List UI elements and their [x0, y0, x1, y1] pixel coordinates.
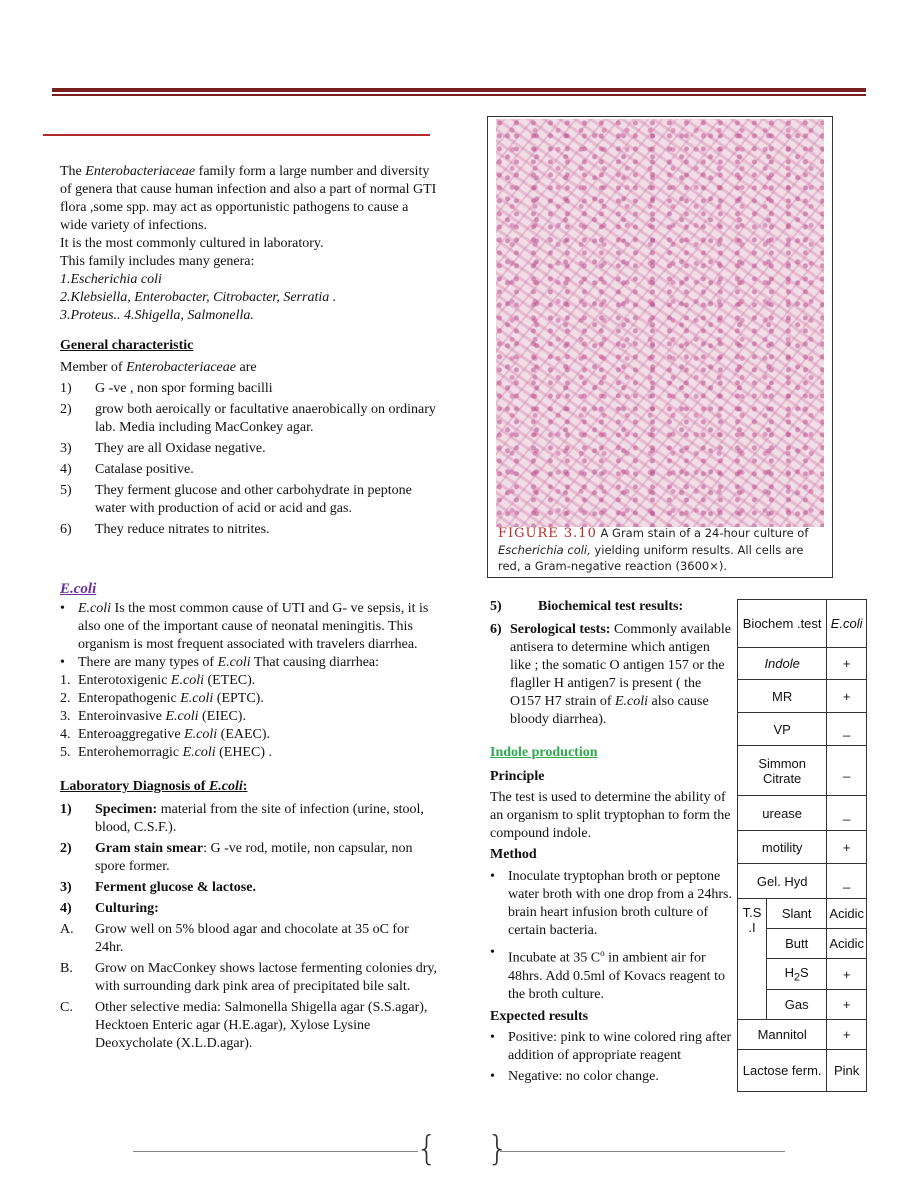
- biochem-table: [737, 599, 867, 1092]
- labdx-item-1: 1) Specimen: material from the site of infection (urine, stool, blood, C.S.F.).: [60, 802, 424, 835]
- general-item: 3) They are all Oxidase negative.: [60, 441, 266, 456]
- test-name: Gas: [767, 990, 827, 1020]
- culture-sub: B. Grow on MacConkey shows lactose fermenting colonies dry, with surrounding dark pink area of precipitated bile salt.: [60, 961, 438, 994]
- general-item: 1) G -ve , non spor forming bacilli: [60, 381, 273, 396]
- genus-1: 1.Escherichia coli: [60, 272, 162, 287]
- micrograph-image: [496, 119, 824, 527]
- test-result: +: [827, 959, 867, 990]
- expected-negative: • Negative: no color change.: [490, 1068, 659, 1084]
- ecoli-type: 3. Enteroinvasive E.coli (EIEC).: [60, 709, 246, 724]
- biochem-item: 5) Biochemical test results:: [490, 599, 684, 614]
- ecoli-type: 4. Enteroaggregative E.coli (EAEC).: [60, 727, 271, 742]
- ecoli-heading: E.coli: [60, 581, 97, 597]
- test-name: $H_2S$: [767, 959, 827, 990]
- table-row: [738, 899, 867, 929]
- test-name: Slant: [767, 899, 827, 929]
- test-name: Butt: [767, 929, 827, 959]
- general-item: 4) Catalase positive.: [60, 462, 194, 477]
- right-column: [490, 598, 732, 1086]
- left-column: [60, 163, 438, 539]
- test-result: +: [827, 831, 867, 864]
- labdx-heading: Laboratory Diagnosis of E.coli:: [60, 779, 248, 794]
- test-result: Acidic: [827, 899, 867, 929]
- test-name: Lactose ferm.: [738, 1050, 827, 1092]
- test-name: Gel. Hyd: [738, 864, 827, 899]
- serological-item: 6) Serological tests: Commonly available antisera to determine which antigen like ; the somatic O antigen 157 or the flagller H antigen7 is present ( the O157 H7 strain of E.coli also cause bloody diarrhea).: [490, 622, 731, 727]
- general-item: 5) They ferment glucose and other carbohydrate in peptone water with production of acid or acid and gas.: [60, 483, 412, 516]
- ecoli-bullet-2: • There are many types of E.coli That causing diarrhea:: [60, 655, 380, 670]
- test-name: Indole: [738, 648, 827, 680]
- test-name: urease: [738, 796, 827, 831]
- indole-heading: Indole production: [490, 745, 598, 760]
- test-result: _: [827, 864, 867, 899]
- test-result: +: [827, 990, 867, 1020]
- ecoli-section: [60, 580, 438, 1053]
- test-name: Mannitol: [738, 1020, 827, 1050]
- labdx-item-3: 3) Ferment glucose & lactose.: [60, 880, 256, 895]
- footer-brace-left: {: [416, 1129, 438, 1169]
- test-result: Acidic: [827, 929, 867, 959]
- principle-heading: Principle: [490, 769, 545, 784]
- table-row: [738, 864, 867, 899]
- table-row: [738, 1050, 867, 1092]
- ecoli-bullet-1: • E.coli Is the most common cause of UTI and G- ve sepsis, it is also one of the important cause of neonatal meningitis. This organism is most frequent associated with travelers diarrhea.: [60, 601, 429, 652]
- tsi-label: T.S .I: [738, 899, 767, 1020]
- intro-paragraph: The Enterobacteriaceae family form a large number and diversity of genera that cause human infection and also a part of normal GTI flora ,some spp. may act as opportunistic pathogens to cause a wide variety of infections.: [60, 164, 437, 233]
- header-rule-thick: [52, 88, 866, 92]
- intro-line-3: This family includes many genera:: [60, 254, 255, 269]
- footer-brace-right: }: [487, 1129, 509, 1169]
- table-row: [738, 831, 867, 864]
- test-name: Simmon Citrate: [738, 746, 827, 796]
- test-result: +: [827, 680, 867, 713]
- header-rule-thin: [52, 94, 866, 96]
- genus-2: 2.Klebsiella, Enterobacter, Citrobacter, Serratia .: [60, 290, 337, 305]
- culture-sub: C. Other selective media: Salmonella Shigella agar (S.S.agar), Hecktoen Enteric agar (H.E.agar), Xylose Lysine Deoxycholate (X.L.D.agar).: [60, 1000, 428, 1051]
- general-item: 6) They reduce nitrates to nitrites.: [60, 522, 270, 537]
- method-step-2: • Incubate at 35 $C^o$ in ambient air for 48hrs. Add 0.5ml of Kovacs reagent to the broth culture.: [490, 945, 725, 1002]
- general-item: 2) grow both aeroically or facultative anaerobically on ordinary lab. Media including MacConkey agar.: [60, 402, 436, 435]
- table-row: [738, 746, 867, 796]
- title-underline: [43, 134, 430, 136]
- test-result: _: [827, 746, 867, 796]
- test-name: motility: [738, 831, 827, 864]
- table-row: [738, 796, 867, 831]
- test-result: +: [827, 648, 867, 680]
- labdx-item-2: 2) Gram stain smear: G -ve rod, motile, non capsular, non spore former.: [60, 841, 413, 874]
- ecoli-type: 1. Enterotoxigenic E.coli (ETEC).: [60, 673, 256, 688]
- labdx-item-4: 4) Culturing:: [60, 901, 159, 916]
- table-row: [738, 648, 867, 680]
- expected-heading: Expected results: [490, 1008, 589, 1024]
- test-name: VP: [738, 713, 827, 746]
- method-heading: Method: [490, 847, 537, 862]
- table-row: [738, 713, 867, 746]
- table-row: [738, 680, 867, 713]
- figure-caption: FIGURE 3.10 A Gram stain of a 24-hour culture of Escherichia coli, yielding uniform results. All cells are red, a Gram-negative reaction (3600×).: [498, 526, 809, 573]
- test-result: +: [827, 1020, 867, 1050]
- test-name: MR: [738, 680, 827, 713]
- genus-3: 3.Proteus.. 4.Shigella, Salmonella.: [60, 308, 254, 323]
- ecoli-type: 2. Enteropathogenic E.coli (EPTC).: [60, 691, 264, 706]
- general-heading: General characteristic: [60, 338, 194, 353]
- test-result: _: [827, 713, 867, 746]
- method-step-1: • Inoculate tryptophan broth or peptone water broth with one drop from a 24hrs. brain heart infusion broth culture of certain bacteria.: [490, 869, 732, 938]
- general-lead: Member of Enterobacteriaceae are: [60, 360, 257, 375]
- table-row: [738, 1020, 867, 1050]
- gram-stain-figure: [487, 116, 833, 578]
- footer-rule-left: [133, 1151, 418, 1152]
- table-header-test: Biochem .test: [738, 600, 827, 648]
- principle-text: The test is used to determine the ability of an organism to split tryptophan to form the compound indole.: [490, 790, 731, 841]
- table-header-ecoli: E.coli: [827, 600, 867, 648]
- table-header-row: [738, 600, 867, 648]
- culture-sub: A. Grow well on 5% blood agar and chocolate at 35 oC for 24hr.: [60, 922, 409, 955]
- expected-positive: • Positive: pink to wine colored ring after addition of appropriate reagent: [490, 1029, 732, 1063]
- ecoli-type: 5. Enterohemorragic E.coli (EHEC) .: [60, 745, 272, 760]
- test-result: Pink: [827, 1050, 867, 1092]
- test-result: _: [827, 796, 867, 831]
- intro-line-2: It is the most commonly cultured in laboratory.: [60, 236, 324, 251]
- footer-rule-right: [500, 1151, 785, 1152]
